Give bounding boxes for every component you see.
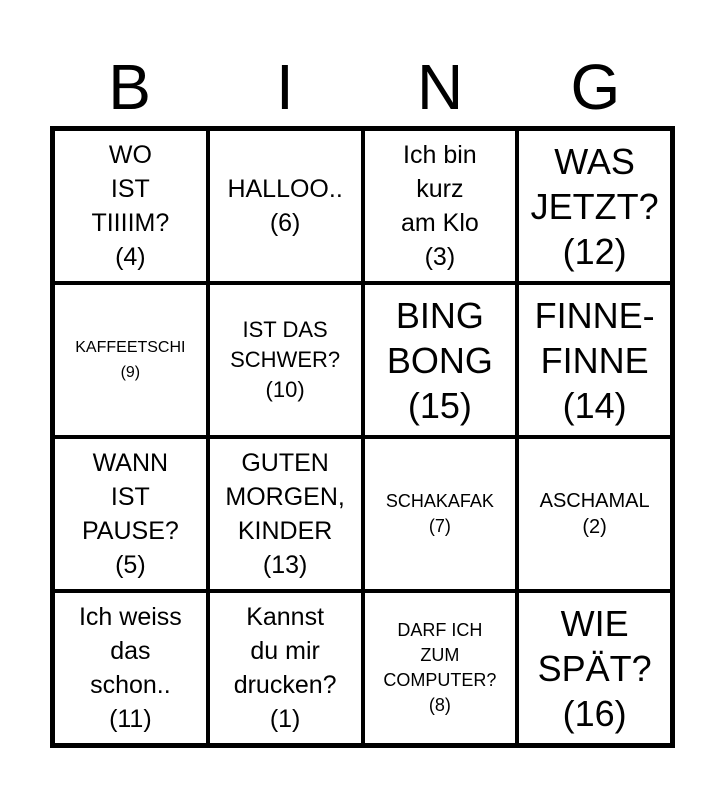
bingo-card-grid (50, 126, 675, 748)
bingo-cell[interactable] (208, 283, 363, 437)
bingo-cell[interactable] (517, 283, 672, 437)
bingo-cell-text: Ich bin kurz am Klo (3) (400, 141, 479, 271)
header-letter-b: B (108, 51, 151, 123)
bingo-cell-text: Kannst du mir drucken? (1) (233, 603, 337, 733)
bingo-cell[interactable] (53, 129, 208, 283)
bingo-cell-text: DARF ICH ZUM COMPUTER? (8) (383, 620, 497, 715)
bingo-cell[interactable] (517, 129, 672, 283)
bingo-cell-text: KAFFEETSCHI (9) (75, 339, 186, 381)
bingo-cell-text: BING BONG (15) (386, 294, 493, 426)
bingo-cell-text: SCHAKAFAK (7) (385, 491, 494, 536)
bingo-cell-text: IST DAS SCHWER? (10) (230, 317, 341, 402)
bingo-cell[interactable] (53, 591, 208, 745)
header-letter-n: N (417, 51, 464, 123)
bingo-cell[interactable] (53, 283, 208, 437)
bingo-cell[interactable] (363, 437, 518, 591)
bingo-header (52, 52, 673, 122)
bingo-cell-text: WAS JETZT? (12) (530, 140, 659, 272)
bingo-cell-text: WIE SPÄT? (16) (537, 602, 652, 734)
bingo-cell-text: FINNE- FINNE (14) (534, 294, 655, 426)
bingo-cell-text: WANN IST PAUSE? (5) (81, 449, 179, 579)
bingo-cell[interactable] (363, 283, 518, 437)
bingo-cell-text: ASCHAMAL (2) (539, 490, 650, 538)
bingo-cell[interactable] (517, 437, 672, 591)
bingo-cell-text: Ich weiss das schon.. (11) (78, 603, 182, 733)
bingo-cell[interactable] (208, 591, 363, 745)
bingo-cell[interactable] (363, 591, 518, 745)
header-letter-g: G (570, 51, 621, 123)
bingo-cell[interactable] (517, 591, 672, 745)
bingo-cell-text: HALLOO.. (6) (227, 175, 343, 237)
bingo-cell[interactable] (208, 129, 363, 283)
header-letter-i: I (275, 51, 294, 123)
bingo-cell[interactable] (208, 437, 363, 591)
bingo-cell-text: WO IST TIIIIM? (4) (91, 141, 170, 271)
bingo-cell-text: GUTEN MORGEN, KINDER (13) (225, 449, 345, 579)
bingo-cell[interactable] (363, 129, 518, 283)
bingo-cell[interactable] (53, 437, 208, 591)
